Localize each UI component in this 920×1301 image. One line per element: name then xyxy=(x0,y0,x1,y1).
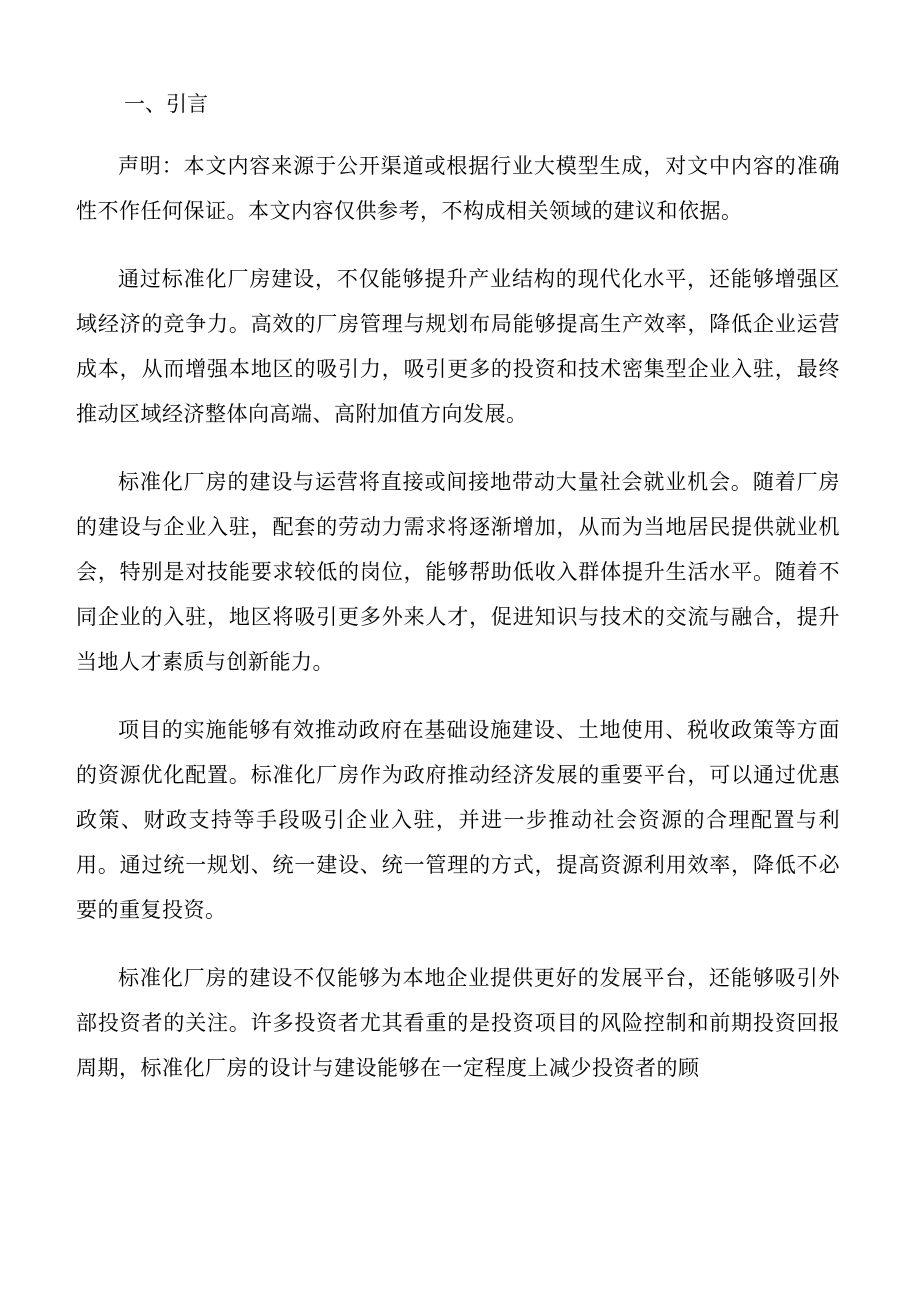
body-paragraph: 标准化厂房的建设与运营将直接或间接地带动大量社会就业机会。随着厂房的建设与企业入驻，配套的劳动力需求将逐渐增加，从而为当地居民提供就业机会，特别是对技能要求较低的岗位，能够帮助低收入群体提升生活水平。随着不同企业的入驻，地区将吸引更多外来人才，促进知识与技术的交流与融合，提升当地人才素质与创新能力。 xyxy=(76,470,840,674)
body-paragraph: 项目的实施能够有效推动政府在基础设施建设、土地使用、税收政策等方面的资源优化配置。标准化厂房作为政府推动经济发展的重要平台，可以通过优惠政策、财政支持等手段吸引企业入驻，并进一步推动社会资源的合理配置与利用。通过统一规划、统一建设、统一管理的方式，提高资源利用效率，降低不必要的重复投资。 xyxy=(76,718,840,922)
section-heading: 一、引言 xyxy=(124,92,208,116)
disclaimer-paragraph: 声明：本文内容来源于公开渠道或根据行业大模型生成，对文中内容的准确性不作任何保证。本文内容仅供参考，不构成相关领域的建议和依据。 xyxy=(76,154,840,223)
body-paragraph: 标准化厂房的建设不仅能够为本地企业提供更好的发展平台，还能够吸引外部投资者的关注。许多投资者尤其看重的是投资项目的风险控制和前期投资回报周期，标准化厂房的设计与建设能够在一定程度上减少投资者的顾 xyxy=(76,966,840,1080)
body-paragraph: 通过标准化厂房建设，不仅能够提升产业结构的现代化水平，还能够增强区域经济的竞争力。高效的厂房管理与规划布局能够提高生产效率，降低企业运营成本，从而增强本地区的吸引力，吸引更多的投资和技术密集型企业入驻，最终推动区域经济整体向高端、高附加值方向发展。 xyxy=(76,267,840,426)
